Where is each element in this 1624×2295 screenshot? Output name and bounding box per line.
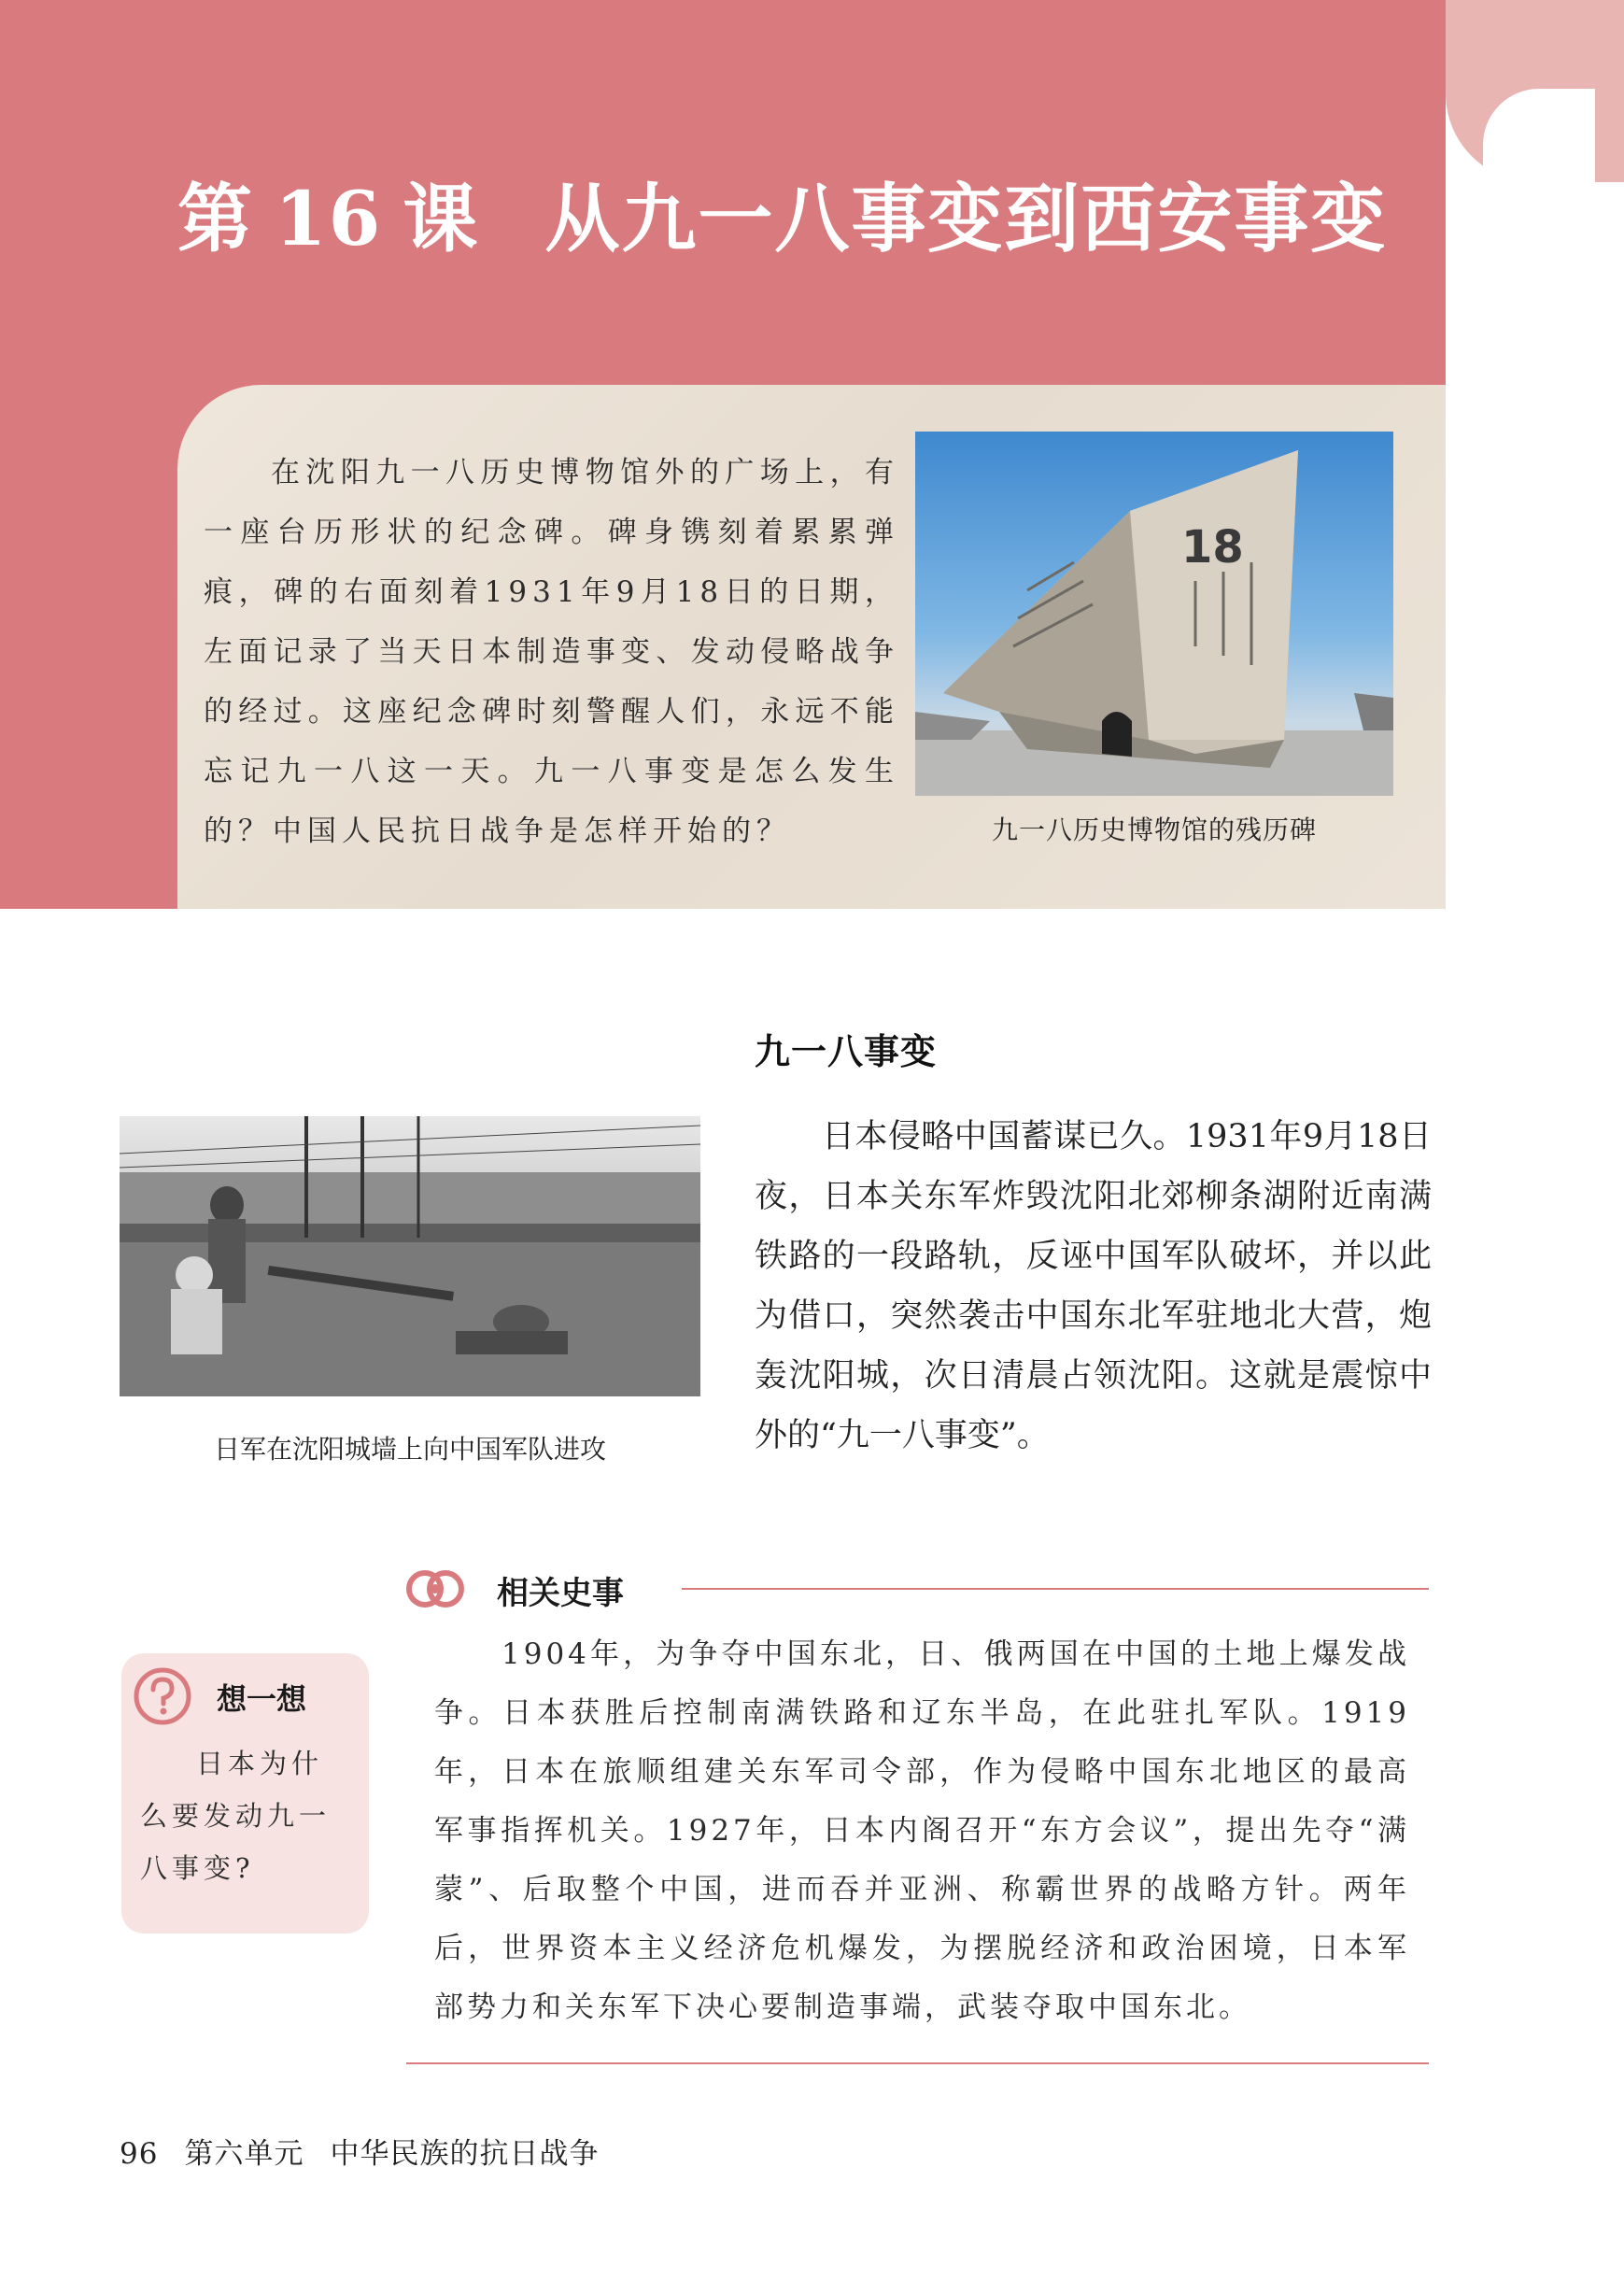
- question-icon: [133, 1666, 192, 1726]
- related-divider-bottom: [406, 2062, 1429, 2064]
- intro-panel: [177, 385, 1446, 909]
- section-body: 日本侵略中国蓄谋已久。1931年9月18日夜，日本关东军炸毁沈阳北郊柳条湖附近南满铁路的一段路轨，反诬中国军队破坏，并以此为借口，突然袭击中国东北军驻地北大营，炮轰沈阳城，次日清晨占领沈阳。这就是震惊中外的“九一八事变”。: [755, 1118, 1432, 1454]
- lesson-label: 第: [177, 175, 254, 262]
- page-number: 96: [120, 2137, 159, 2171]
- related-history-icon: [406, 1562, 464, 1616]
- monument-caption: 九一八历史博物馆的残历碑: [991, 815, 1317, 845]
- unit-name: 中华民族的抗日战争: [330, 2137, 600, 2171]
- unit-label: 第六单元: [184, 2137, 304, 2171]
- lesson-name: 从九一八事变到西安事变: [544, 175, 1388, 262]
- lesson-unit: 课: [402, 175, 480, 262]
- monument-illustration: [915, 432, 1393, 796]
- monument-number: 18: [1181, 521, 1244, 574]
- corner-tab-decoration: [1446, 0, 1624, 182]
- think-title: 想一想: [217, 1681, 307, 1717]
- think-box: [121, 1653, 369, 1934]
- related-divider-top: [682, 1588, 1429, 1590]
- war-illustration: [120, 1116, 700, 1396]
- intro-text: 在沈阳九一八历史博物馆外的广场上，有一座台历形状的纪念碑。碑身镌刻着累累弹痕，碑的右面刻着1931年9月18日的日期，左面记录了当天日本制造事变、发动侵略战争的经过。这座纪念碑时刻警醒人们，永远不能忘记九一八这一天。九一八事变是怎么发生的？中国人民抗日战争是怎样开始的？: [204, 456, 899, 848]
- war-caption: 日军在沈阳城墙上向中国军队进攻: [213, 1434, 606, 1465]
- related-text: 1904年，为争夺中国东北，日、俄两国在中国的土地上爆发战争。日本获胜后控制南满铁路和辽东半岛，在此驻扎军队。1919年，日本在旅顺组建关东军司令部，作为侵略中国东北地区的最高军事指挥机关。1927年，日本内阁召开“东方会议”，提出先夺“满蒙”、后取整个中国，进而吞并亚洲、称霸世界的战略方针。两年后，世界资本主义经济危机爆发，为摆脱经济和政治困境，日本军部势力和关东军下决心要制造事端，武装夺取中国东北。: [434, 1637, 1410, 2024]
- page-footer: [120, 2130, 625, 2172]
- war-photo: [120, 1116, 700, 1396]
- lesson-title: [177, 159, 1387, 266]
- section-heading: 九一八事变: [755, 1030, 938, 1072]
- think-text: 日本为什么要发动九一八事变?: [140, 1748, 332, 1884]
- related-title: 相关史事: [497, 1575, 624, 1612]
- lesson-number: 16: [275, 175, 383, 262]
- monument-photo: [915, 432, 1393, 796]
